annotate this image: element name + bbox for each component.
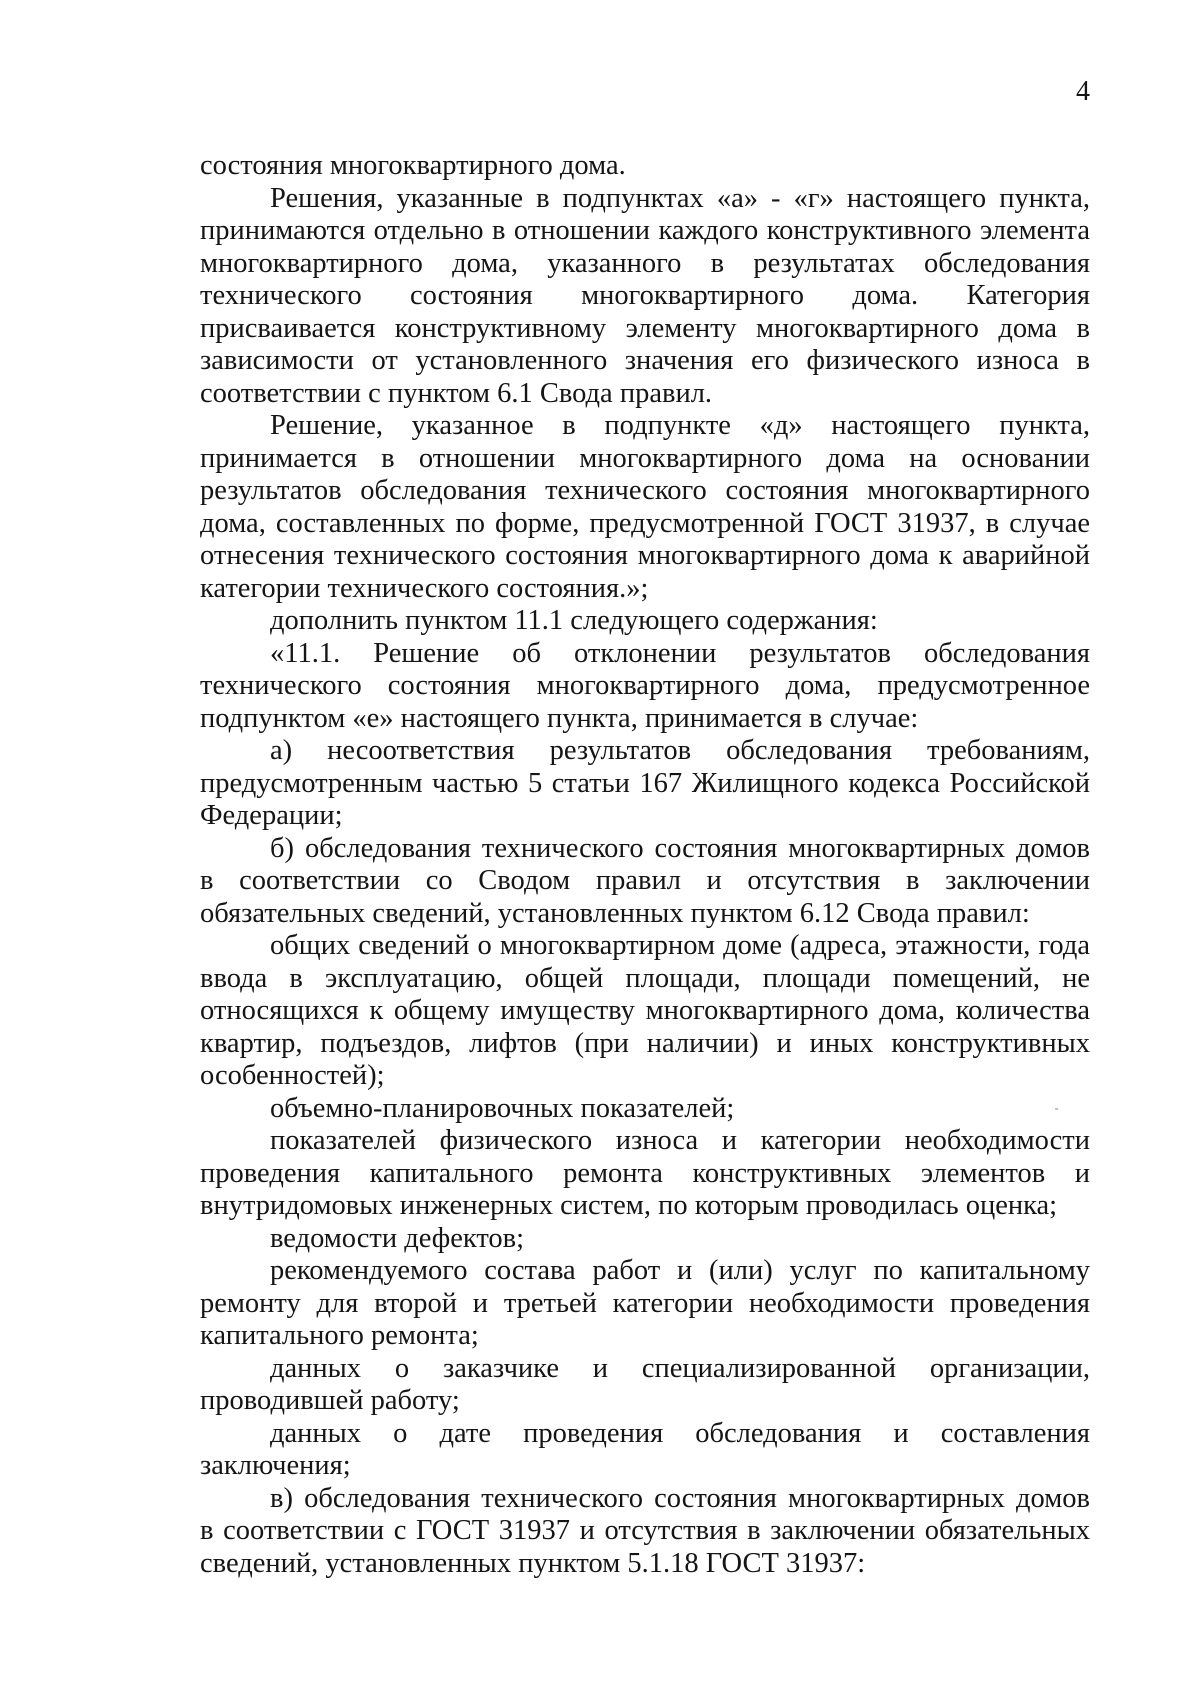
paragraph: данных о дате проведения обследования и составления заключения; <box>200 1417 1090 1481</box>
paragraph: Решение, указанное в подпункте «д» настоящего пункта, принимается в отношении многоквартирного дома на основании результатов обследования технического состояния многоквартирного дома, составленных по форме, предусмотренной ГОСТ 31937, в случае отнесения технического состояния многоквартирного дома к аварийной категории технического состояния.»; <box>200 410 1090 604</box>
scan-speck <box>1055 1108 1058 1110</box>
list-item-b: б) обследования технического состояния многоквартирных домов в соответствии со Сводом правил и отсутствия в заключении обязательных сведений, установленных пунктом 6.12 Свода правил: <box>200 832 1090 929</box>
paragraph: общих сведений о многоквартирном доме (адреса, этажности, года ввода в эксплуатацию, общей площади, площади помещений, не относящихся к общему имуществу многоквартирного дома, количества квартир, подъездов, лифтов (при наличии) и иных конструктивных особенностей); <box>200 930 1090 1091</box>
paragraph: данных о заказчике и специализированной организации, проводившей работу; <box>200 1352 1090 1416</box>
list-item-v: в) обследования технического состояния многоквартирных домов в соответствии с ГОСТ 31937 и отсутствия в заключении обязательных сведений, установленных пунктом 5.1.18 ГОСТ 31937: <box>200 1482 1090 1579</box>
paragraph: «11.1. Решение об отклонении результатов обследования технического состояния многоквартирного дома, предусмотренное подпунктом «е» настоящего пункта, принимается в случае: <box>200 637 1090 734</box>
paragraph: показателей физического износа и категории необходимости проведения капитального ремонта конструктивных элементов и внутридомовых инженерных систем, по которым проводилась оценка; <box>200 1125 1090 1221</box>
list-item-a: а) несоответствия результатов обследования требованиям, предусмотренным частью 5 статьи 167 Жилищного кодекса Российской Федерации; <box>200 735 1090 831</box>
paragraph: дополнить пунктом 11.1 следующего содержания: <box>270 605 878 636</box>
paragraph: рекомендуемого состава работ и (или) услуг по капитальному ремонту для второй и третьей категории необходимости проведения капитального ремонта; <box>200 1255 1090 1351</box>
paragraph: состояния многоквартирного дома. <box>200 150 626 181</box>
document-body <box>200 150 1090 1580</box>
paragraph: объемно-планировочных показателей; <box>270 1092 735 1124</box>
page-number: 4 <box>1076 76 1090 107</box>
paragraph: Решения, указанные в подпунктах «а» - «г» настоящего пункта, принимаются отдельно в отношении каждого конструктивного элемента многоквартирного дома, указанного в результатах обследования технического состояния многоквартирного дома. Категория присваивается конструктивному элементу многоквартирного дома в зависимости от установленного значения его физического износа в соответствии с пунктом 6.1 Свода правил. <box>200 182 1090 409</box>
paragraph: ведомости дефектов; <box>270 1222 525 1254</box>
